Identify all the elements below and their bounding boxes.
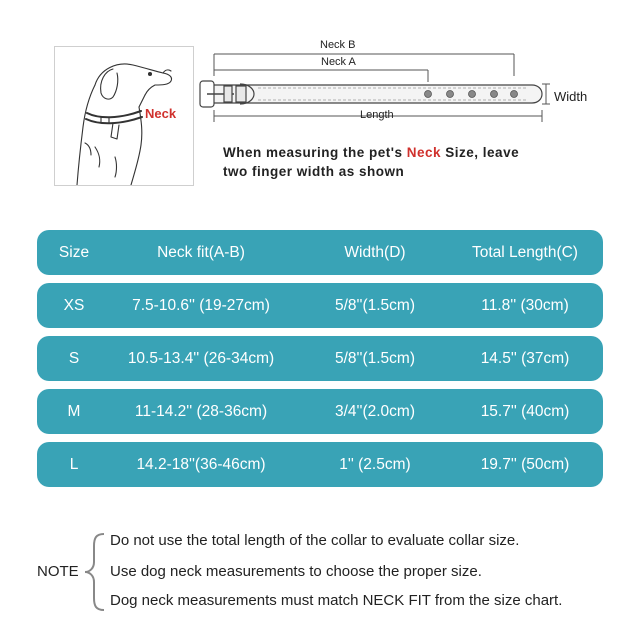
- size-cell: S: [68, 350, 80, 367]
- size-cell: L: [69, 456, 79, 473]
- width-cell: 5/8''(1.5cm): [335, 297, 415, 314]
- table-row: [37, 389, 603, 434]
- instruction-line2: two finger width as shown: [223, 164, 405, 179]
- header-width: Width(D): [344, 244, 406, 261]
- instruction-highlight: Neck: [406, 145, 442, 160]
- neck-label: Neck: [145, 106, 177, 121]
- note-line: Use dog neck measurements to choose the proper size.: [110, 563, 482, 580]
- neck-fit-cell: 11-14.2'' (28-36cm): [134, 403, 268, 420]
- note-label: NOTE: [37, 563, 79, 580]
- note-line: Dog neck measurements must match NECK FIT from the size chart.: [110, 592, 563, 609]
- width-cell: 3/4''(2.0cm): [335, 403, 415, 420]
- header-size: Size: [58, 244, 90, 261]
- table-row: [37, 283, 603, 328]
- note-section: [0, 528, 640, 618]
- neck-a-label: Neck A: [321, 56, 356, 68]
- header-total-length: Total Length(C): [472, 244, 578, 261]
- neck-fit-cell: 10.5-13.4'' (26-34cm): [127, 350, 275, 367]
- neck-fit-cell: 7.5-10.6'' (19-27cm): [132, 297, 270, 314]
- total-length-cell: 14.5'' (37cm): [480, 350, 570, 367]
- size-cell: XS: [63, 297, 85, 314]
- table-header-row: [37, 230, 603, 275]
- instruction-before: When measuring the pet's: [223, 145, 407, 160]
- curly-brace-icon: [82, 532, 108, 612]
- measuring-instruction: [223, 143, 519, 181]
- measurement-diagram: [0, 0, 640, 210]
- table-row: [37, 442, 603, 487]
- note-line: Do not use the total length of the collar to evaluate collar size.: [110, 532, 520, 549]
- length-label: Length: [360, 109, 394, 121]
- neck-fit-cell: 14.2-18''(36-46cm): [136, 456, 266, 473]
- table-row: [37, 336, 603, 381]
- header-neck-fit: Neck fit(A-B): [157, 244, 245, 261]
- width-label: Width: [554, 89, 588, 104]
- width-cell: 1'' (2.5cm): [339, 456, 411, 473]
- total-length-cell: 19.7'' (50cm): [480, 456, 570, 473]
- neck-b-label: Neck B: [320, 39, 356, 51]
- size-cell: M: [67, 403, 81, 420]
- total-length-cell: 11.8'' (30cm): [481, 297, 569, 314]
- width-cell: 5/8''(1.5cm): [335, 350, 415, 367]
- total-length-cell: 15.7'' (40cm): [480, 403, 570, 420]
- instruction-after: Size, leave: [441, 145, 520, 160]
